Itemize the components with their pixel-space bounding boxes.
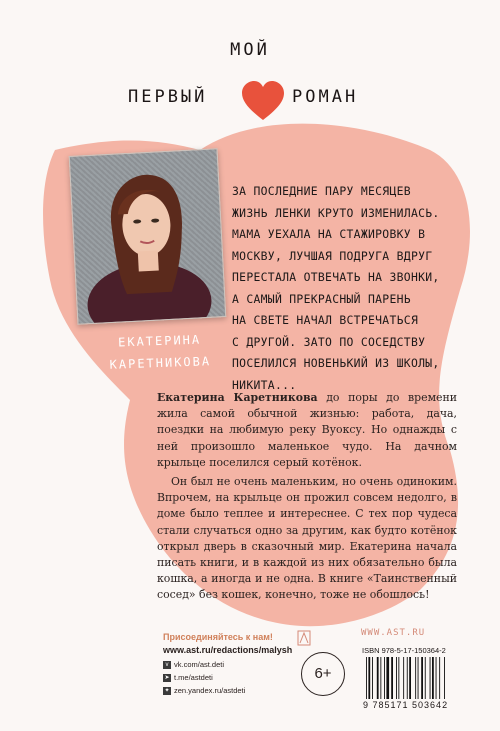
social-link-telegram[interactable]	[163, 673, 213, 682]
blurb-line: ПОСЕЛИЛСЯ НОВЕНЬКИЙ ИЗ ШКОЛЫ,	[232, 356, 440, 370]
series-title-novel: РОМАН	[292, 87, 359, 107]
barcode	[364, 657, 477, 699]
blurb-line: ЗА ПОСЛЕДНИЕ ПАРУ МЕСЯЦЕВ	[232, 184, 411, 198]
author-name-tag	[79, 327, 240, 377]
social-link-text: vk.com/ast.deti	[174, 660, 225, 669]
blurb-line: А САМЫЙ ПРЕКРАСНЫЙ ПАРЕНЬ	[232, 291, 411, 306]
zen-icon: ✦	[164, 687, 170, 694]
vk-icon: v	[163, 661, 171, 669]
author-first-name: ЕКАТЕРИНА	[117, 332, 202, 350]
isbn-text: ISBN 978-5-17-150364-2	[362, 646, 446, 655]
blurb-line: МАМА УЕХАЛА НА СТАЖИРОВКУ В	[232, 227, 426, 241]
social-link-text: t.me/astdeti	[174, 673, 213, 682]
website-link[interactable]: www.ast.ru/redactions/malysh	[163, 645, 293, 655]
author-last-name: КАРЕТНИКОВА	[109, 354, 212, 372]
blurb-line: НА СВЕТЕ НАЧАЛ ВСТРЕЧАТЬСЯ	[232, 313, 419, 327]
author-bio-paragraph-1	[157, 390, 457, 471]
social-link-text: zen.yandex.ru/astdeti	[174, 686, 246, 695]
author-photo	[69, 148, 227, 325]
publisher-logo-icon	[297, 628, 311, 646]
blurb-line: ПЕРЕСТАЛА ОТВЕЧАТЬ НА ЗВОНКИ,	[232, 270, 440, 284]
blurb-line: С ДРУГОЙ. ЗАТО ПО СОСЕДСТВУ	[232, 334, 426, 349]
social-link-vk[interactable]	[163, 660, 224, 669]
author-bio-paragraph-2: Он был не очень маленьким, но очень одиноким. Впрочем, на крыльце он прожил совсем недолго, в доме было теплее и интереснее. С тех пор чудеса стали случаться одно за другим, как будто котёнок открыл дверь в сказочный мир. Екатерина начала писать книги, и в каждой из них обязательно была кошка, а иногда и не одна. В книге «Таинственный сосед» без кошек, конечно, тоже не обошлось!	[157, 475, 457, 602]
social-link-zen[interactable]	[163, 686, 245, 695]
blurb-line: МОСКВУ, ЛУЧШАЯ ПОДРУГА ВДРУГ	[232, 248, 433, 263]
author-bio-name: Екатерина Каретникова	[157, 391, 318, 404]
series-title-line1: МОЙ	[230, 40, 270, 60]
telegram-icon: ➤	[164, 674, 170, 681]
heart-icon	[240, 80, 286, 122]
author-bio-text-1: до поры до времени жила самой обычной жизнью: работа, дача, поездки на любимую реку Вуоксу. Но однажды с ней произошло маленькое чудо. На дачном крыльце поселился серый котёнок.	[157, 391, 458, 469]
barcode-number: 9 785171 503642	[363, 700, 449, 710]
book-blurb	[232, 181, 468, 396]
blurb-line: ЖИЗНЬ ЛЕНКИ КРУТО ИЗМЕНИЛАСЬ.	[232, 205, 440, 220]
publisher-url: WWW.AST.RU	[361, 628, 426, 638]
blurb-line: НИКИТА...	[232, 377, 297, 392]
join-us-label: Присоединяйтесь к нам!	[163, 632, 273, 642]
age-rating-badge: 6+	[301, 652, 345, 696]
series-title-first: ПЕРВЫЙ	[128, 87, 208, 107]
